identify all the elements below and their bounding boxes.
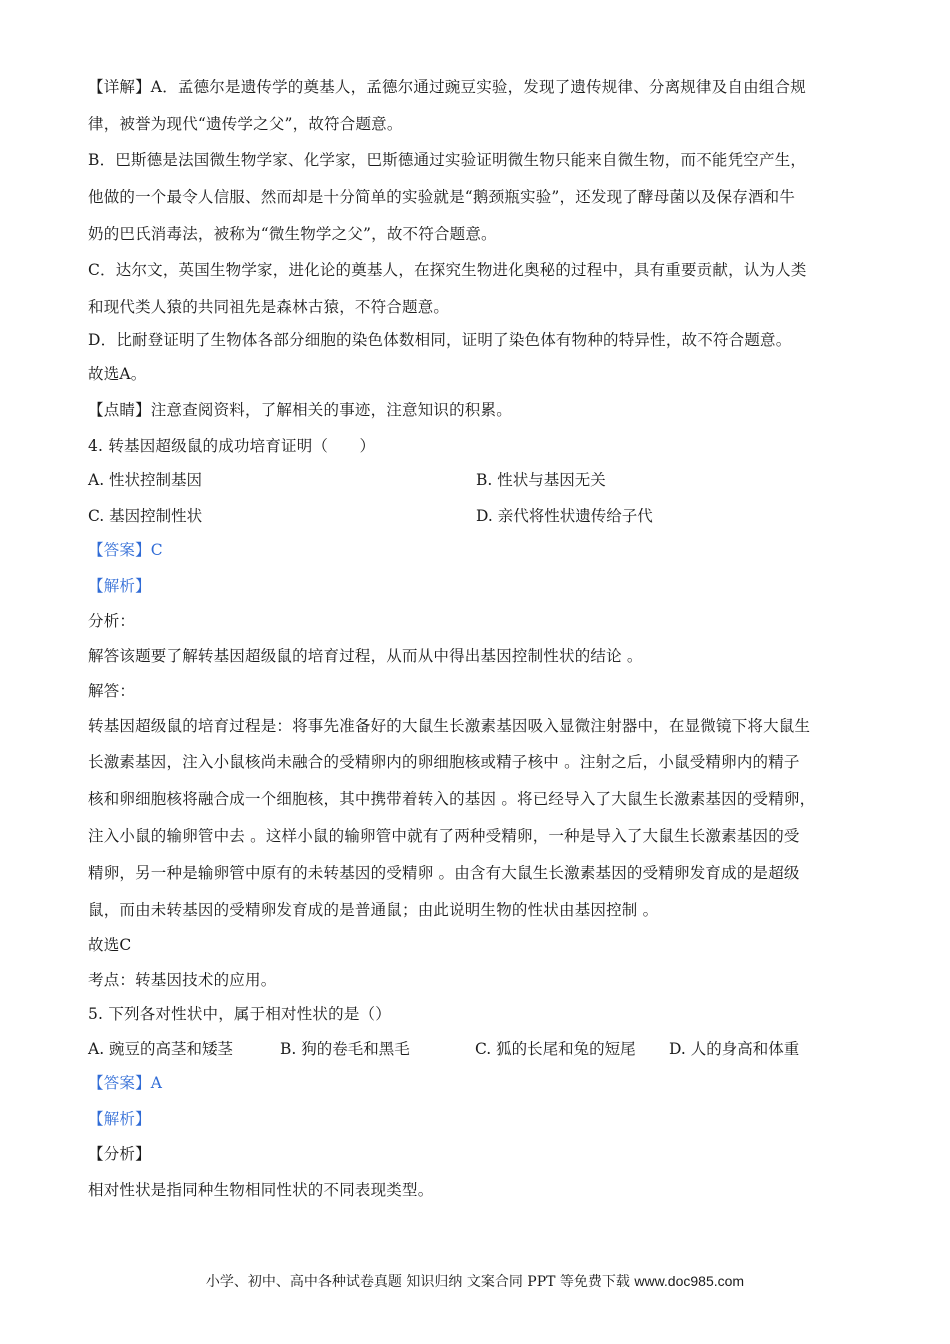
footer-url[interactable]: www.doc985.com: [634, 1273, 745, 1289]
q4-option-b: B. 性状与基因无关: [476, 471, 606, 489]
q4-analysis-line: 解答：: [88, 682, 136, 700]
q4-analysis-line: 长激素基因，注入小鼠核尚未融合的受精卵内的卵细胞核或精子核中 。注射之后，小鼠受精卵内的精子: [88, 753, 800, 771]
paragraph-line: B．巴斯德是法国微生物学家、化学家，巴斯德通过实验证明微生物只能来自微生物，而不能凭空产生，: [88, 151, 807, 169]
q4-analysis-label: 【解析】: [88, 577, 151, 595]
q4-analysis-line: 核和卵细胞核将融合成一个细胞核，其中携带着转入的基因 。将已经导入了大鼠生长激素基因的受精卵，: [88, 790, 816, 808]
question-5-stem: 5. 下列各对性状中，属于相对性状的是（）: [88, 1005, 391, 1023]
q4-analysis-line: 精卵，另一种是输卵管中原有的未转基因的受精卵 。由含有大鼠生长激素基因的受精卵发育成的是超级: [88, 864, 800, 882]
paragraph-line: 律，被誉为现代“遗传学之父”，故符合题意。: [88, 115, 403, 133]
q5-analysis-label: 【解析】: [88, 1110, 151, 1128]
paragraph-line: 和现代类人猿的共同祖先是森林古猿，不符合题意。: [88, 298, 450, 316]
footer-text: 小学、初中、高中各种试卷真题 知识归纳 文案合同 PPT 等免费下载: [205, 1274, 635, 1290]
paragraph-line: 【详解】A．孟德尔是遗传学的奠基人，孟德尔通过豌豆实验，发现了遗传规律、分离规律及自由组合规: [88, 78, 806, 96]
q4-option-a: A. 性状控制基因: [88, 471, 203, 489]
q5-option-a: A. 豌豆的高茎和矮茎: [88, 1040, 234, 1058]
q5-option-b: B. 狗的卷毛和黑毛: [280, 1040, 410, 1058]
paragraph-line: 【点睛】注意查阅资料，了解相关的事迹，注意知识的积累。: [88, 401, 512, 419]
q4-option-c: C. 基因控制性状: [88, 507, 203, 525]
q4-analysis-line: 鼠，而由未转基因的受精卵发育成的是普通鼠；由此说明生物的性状由基因控制 。: [88, 901, 659, 919]
question-4-stem: 4. 转基因超级鼠的成功培育证明（ ）: [88, 437, 376, 455]
q4-analysis-line: 注入小鼠的输卵管中去 。这样小鼠的输卵管中就有了两种受精卵，一种是导入了大鼠生长激素基因的受: [88, 827, 800, 845]
q4-analysis-line: 故选C: [88, 936, 132, 954]
paragraph-line: D．比耐登证明了生物体各部分细胞的染色体数相同，证明了染色体有物种的特异性，故不符合题意。: [88, 331, 792, 349]
q4-answer: 【答案】C: [88, 541, 163, 559]
q4-analysis-line: 解答该题要了解转基因超级鼠的培育过程，从而从中得出基因控制性状的结论 。: [88, 647, 643, 665]
q4-analysis-line: 转基因超级鼠的培育过程是：将事先准备好的大鼠生长激素基因吸入显微注射器中，在显微镜下将大鼠生: [88, 717, 811, 735]
q4-analysis-line: 考点：转基因技术的应用。: [88, 971, 277, 989]
q4-option-d: D. 亲代将性状遗传给子代: [476, 507, 653, 525]
paragraph-line: C．达尔文，英国生物学家，进化论的奠基人，在探究生物进化奥秘的过程中，具有重要贡献，认为人类: [88, 261, 807, 279]
page-footer: [0, 1271, 950, 1291]
paragraph-line: 故选A。: [88, 365, 147, 383]
paragraph-line: 他做的一个最令人信服、然而却是十分简单的实验就是“鹅颈瓶实验”，还发现了酵母菌以及保存酒和牛: [88, 188, 796, 206]
q5-answer: 【答案】A: [88, 1074, 163, 1092]
q4-analysis-line: 分析：: [88, 612, 136, 630]
paragraph-line: 奶的巴氏消毒法，被称为“微生物学之父”，故不符合题意。: [88, 225, 497, 243]
q5-fenxi-label: 【分析】: [88, 1145, 151, 1163]
q5-option-d: D. 人的身高和体重: [669, 1040, 800, 1058]
q5-analysis-text: 相对性状是指同种生物相同性状的不同表现类型。: [88, 1181, 434, 1199]
q5-option-c: C. 狐的长尾和兔的短尾: [475, 1040, 636, 1058]
